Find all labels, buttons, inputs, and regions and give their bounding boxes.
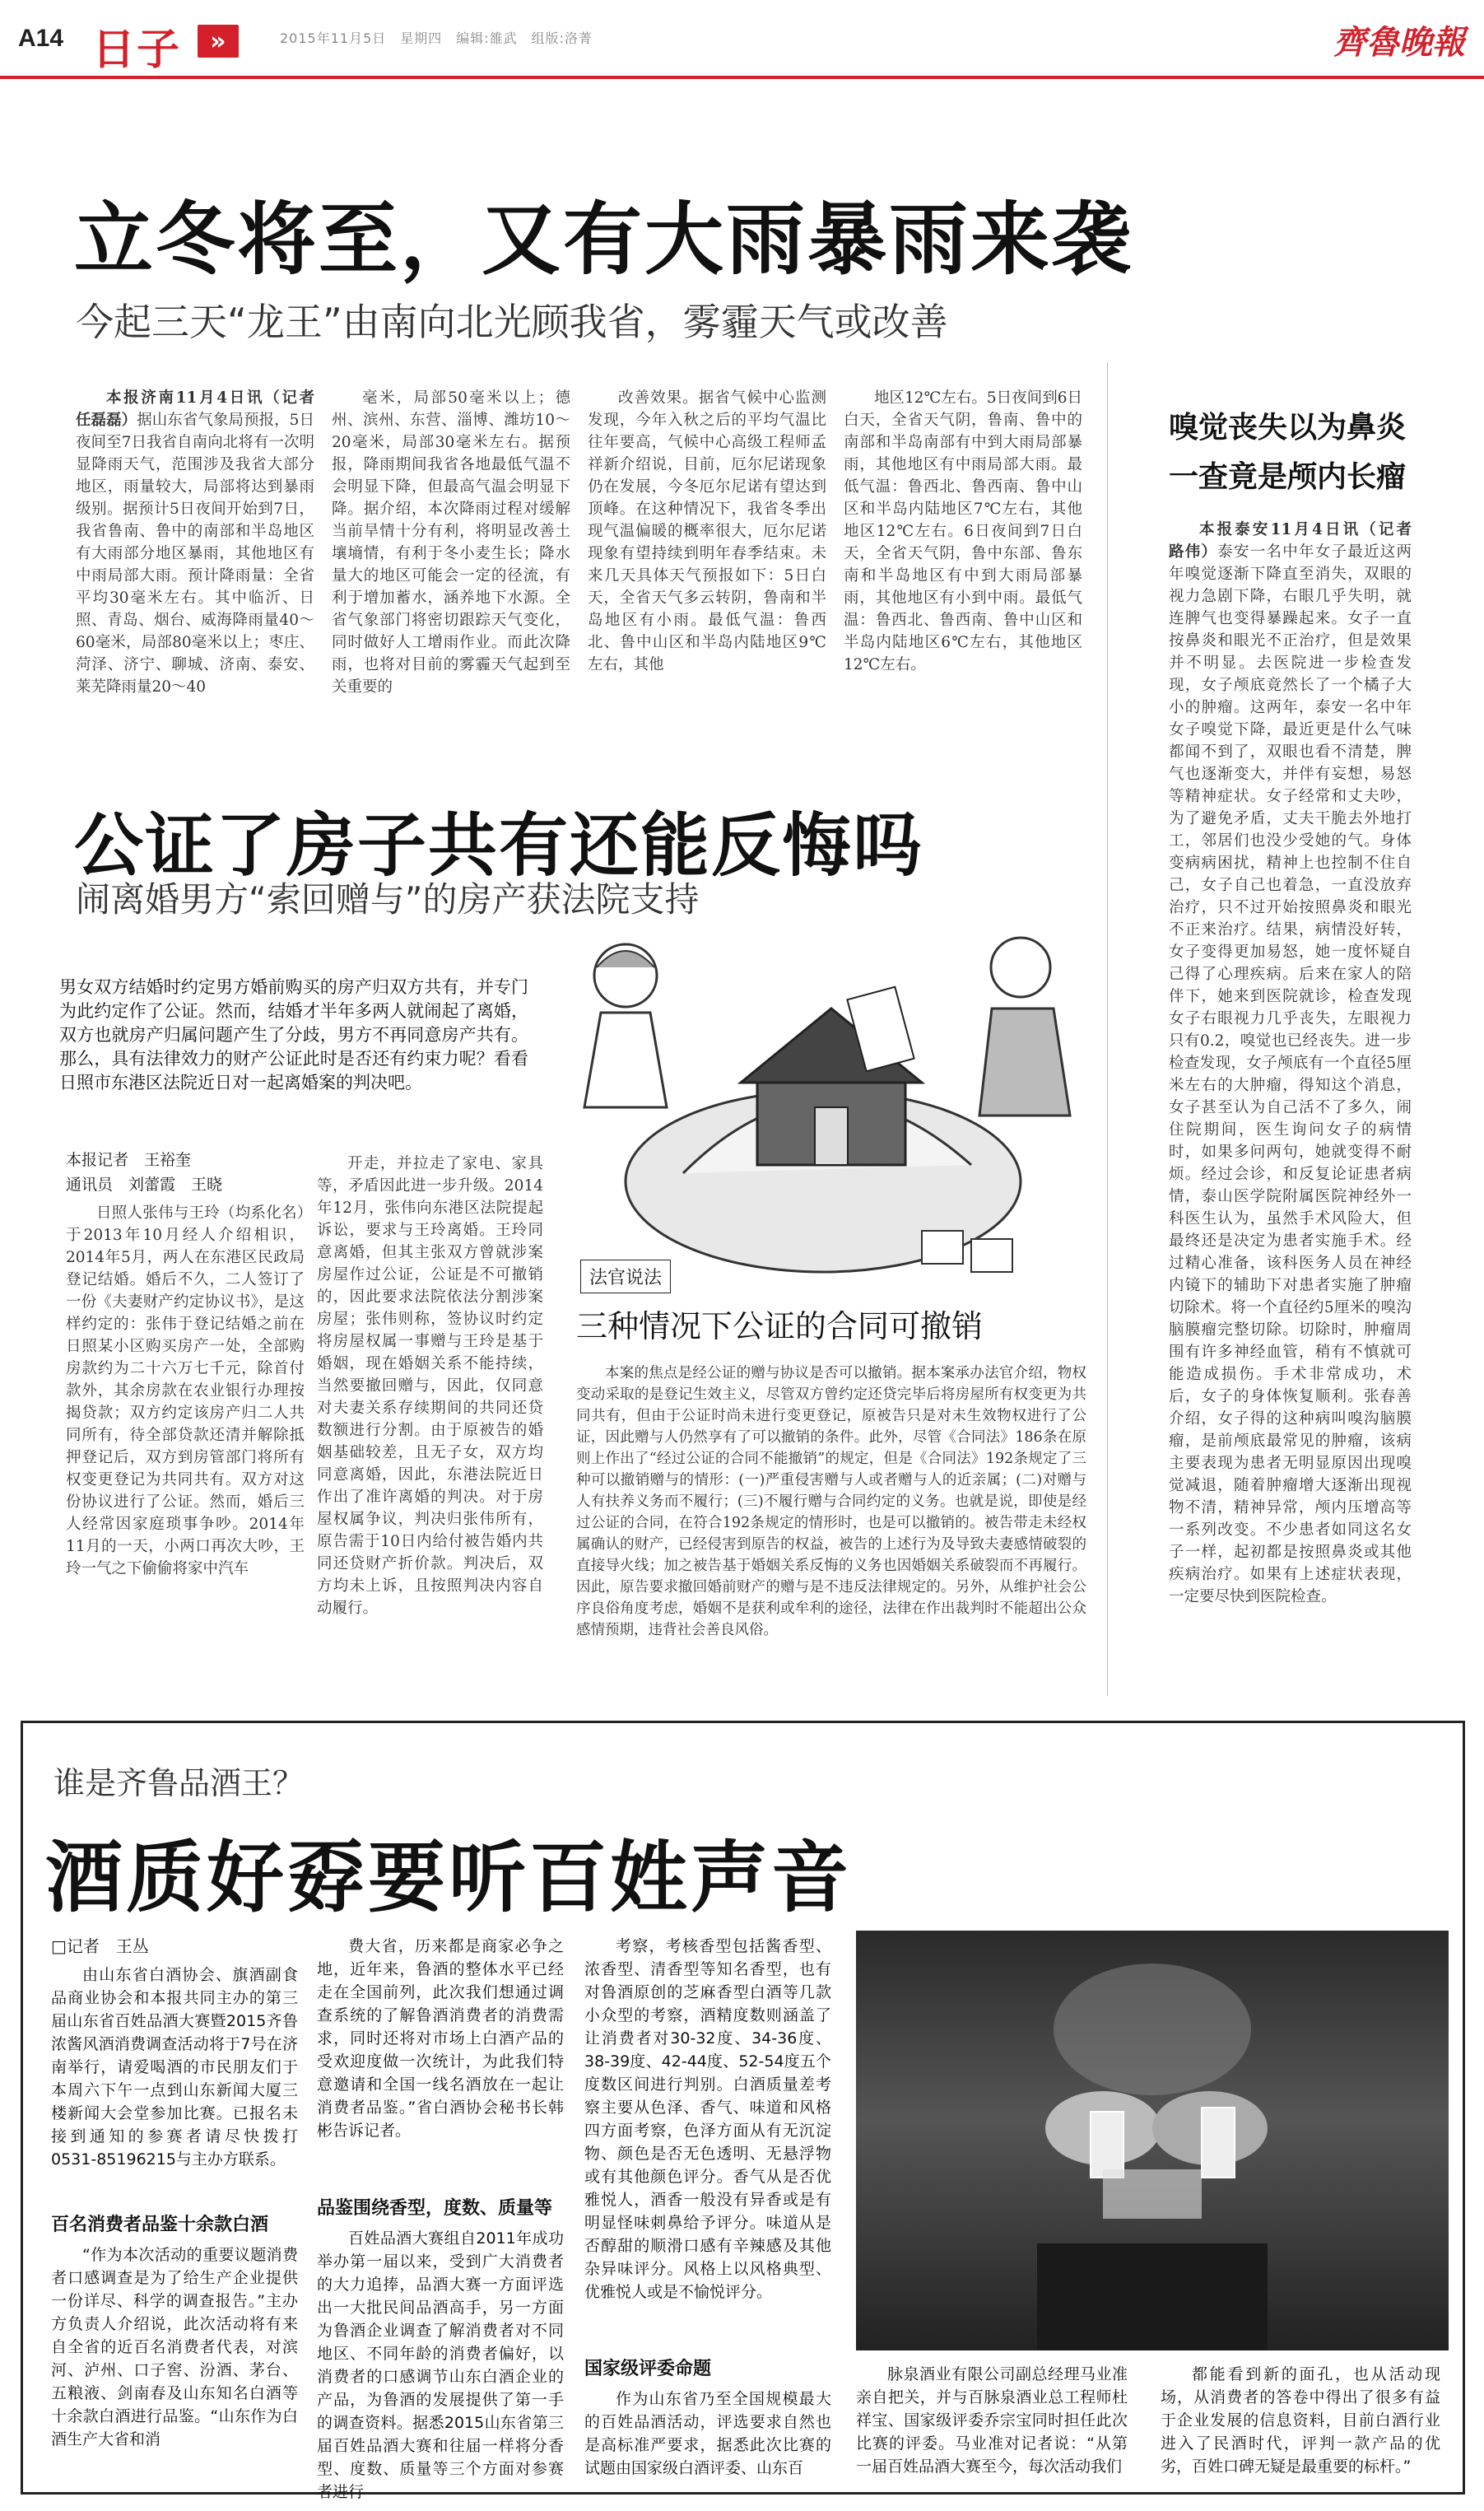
ad-col5: 都能看到新的面孔，也从活动现场，从消费者的答卷中得出了很多有益于企业发展的信息资料，目前白酒行业进入了民酒时代，评判一款产品的优劣，百姓口碑无疑是最重要的标杆。” bbox=[1161, 2365, 1440, 2476]
article1-col1: 本报济南11月4日讯（记者 任磊磊）据山东省气象局预报，5日夜间至7日我省自南向北将有一次明显降雨天气，范围涉及我省大部分地区，雨量较大，局部将达到暴雨级别。据预计5日夜间开始到7日，我省鲁南、鲁中的南部和半岛地区有大雨部分地区暴雨，其他地区有中雨局部大雨。预计降雨量：全省平均30毫米左右。其中临沂、日照、青岛、烟台、威海降雨量40～60毫米，局部80毫米以上；枣庄、菏泽、济宁、聊城、济南、泰安、莱芜降雨量20～40 bbox=[76, 389, 330, 696]
ad-col2: 费大省，历来都是商家必争之地，近年来，鲁酒的整体水平已经走在全国前列，此次我们想通过调查系统的了解鲁酒消费者的消费需求，同时还将对市场上白酒产品的受欢迎度做一次统计，为此我们特意邀请和全国一线名酒放在一起让消费者品鉴。”省白酒协会秘书长韩彬告诉记者。 bbox=[317, 1937, 564, 2140]
sidebar-body: 本报泰安11月4日讯（记者 路伟）泰安一名中年女子最近这两年嗅觉逐渐下降直至消失，双眼的视力急剧下降，右眼几乎失明，就连脾气也变得暴躁起来。女子一直按鼻炎和眼光不正治疗，但是效果并不明显。去医院进一步检查发现，女子颅底竟然长了一个橘子大小的肿瘤。这两年，泰安一名中年女子嗅觉下降，最近更是什么气味都闻不到了，双眼也看不清楚，脾气也逐渐变大，并伴有妄想，易怒等精神症状。女子经常和丈夫吵，为了避免矛盾，丈夫干脆去外地打工，邻居们也没少受她的气。身体变病病困扰，精神上也控制不住自己，女子自己也着急，一直没放弃治疗，只不过开始按照鼻炎和眼光不正来治疗。结果，病情没好转，女子变得更加易怒，她一度怀疑自己得了心理疾病。后来在家人的陪伴下，她来到医院就诊，检查发现女子右眼视力几乎丧失，左眼视力只有0.2，嗅觉也已经丧失。进一步检查发现，女子颅底有一个直径5厘米左右的大肿瘤，得知这个消息，女子甚至认为自己活不了多久，闹住院期间，医生询问女子的病情时，如果多问两句，她就变得不耐烦。经过会诊，和反复论证患者病情，泰山医学院附属医院神经外一科医生认为，虽然手术风险大，但最终还是决定为患者实施手术。经过精心准备，该科医务人员在神经内镜下的辅助下对患者实施了肿瘤切除术。将一个直径约5厘米的嗅沟脑膜瘤完整切除。切除时，肿瘤周围有许多神经血管，稍有不慎就可能造成损伤。手术非常成功，术后，女子的身体恢复顺利。张春善介绍，女子得的这种病叫嗅沟脑膜瘤，是前颅底最常见的肿瘤，该病主要表现为患者无明显原因出现嗅觉减退，随着肿瘤增大逐渐出现视物不清，精神异常，颅内压增高等一系列改变。不少患者如同这名女子一样，起初都是按照鼻炎或其他疾病治疗。如果有上述症状表现，一定要尽快到医院检查。 bbox=[1169, 521, 1427, 1605]
header-rule bbox=[0, 76, 1484, 79]
article1-col3: 改善效果。据省气候中心监测发现，今年入秋之后的平均气温比往年要高，气候中心高级工程师孟祥新介绍说，目前，厄尔尼诺现象仍在发展，今冬厄尔尼诺有望达到顶峰。在这种情况下，我省冬季出现气温偏暖的概率很大，厄尔尼诺现象有望持续到明年春季结束。未来几天具体天气预报如下：5日白天，全省天气多云转阴，鲁南和半岛地区有小雨。最低气温：鲁西北、鲁中山区和半岛内陆地区9℃左右，其他 bbox=[588, 389, 826, 673]
ad-col2b: 百姓品酒大赛组自2011年成功举办第一届以来，受到广大消费者的大力追捧，品酒大赛一方面评选出一大批民间品酒高手，另一方面为鲁酒企业调查了解消费者对不同地区、不同年龄的消费者偏好，以消费者的口感调节山东白酒企业的产品，为鲁酒的发展提供了第一手的调查资料。据悉2015山东省第三届百姓品酒大赛和往届一样将分香型、度数、质量等三个方面对参赛者进行 bbox=[317, 2229, 564, 2501]
sidebar-lead: 本报泰安11月4日讯（记者 路伟） bbox=[1169, 521, 1427, 561]
cartoon-illustration bbox=[560, 934, 1086, 1288]
ad-col1-head: 百名消费者品鉴十余款白酒 bbox=[51, 2215, 269, 2235]
ad-photo bbox=[856, 1931, 1449, 2350]
ad-col3: 考察，考核香型包括酱香型、浓香型、清香型等知名香型，也有对鲁酒原创的芝麻香型白酒等几款小众型的考察，酒精度数则涵盖了让消费者对30-32度、34-36度、38-39度、42-44度、52-54度五个度数区间进行判别。白酒质量差考察主要从色泽、香气、味道和风格四方面考察，色泽方面从有无沉淀物、颜色是否无色透明、无悬浮物或有其他颜色评分。香气从是否优雅悦人，酒香一般没有异香或是有明显怪味刺鼻给予评分。味道从是否醇甜的顺滑口感有辛辣感及其他杂异味评分。风格上以风格典型、优雅悦人或是不愉悦评分。 bbox=[584, 1937, 831, 2301]
article2-byline-reporter: 本报记者 王裕奎 bbox=[66, 1151, 192, 1169]
article2-subtitle: 闹离婚男方“索回赠与”的房产获法院支持 bbox=[76, 879, 700, 920]
ad-byline: □记者 王丛 bbox=[51, 1936, 149, 1956]
sidebar-divider bbox=[1107, 362, 1108, 1696]
law-title: 三种情况下公证的合同可撤销 bbox=[576, 1308, 984, 1344]
page-number: A14 bbox=[18, 25, 64, 52]
article2-lead: 男女双方结婚时约定男方婚前购买的房产归双方共有，并专门为此约定作了公证。然而，结婚才半年多两人就闹起了离婚，双方也就房产归属问题产生了分歧，男方不再同意房产共有。那么，具有法律效力的财产公证此时是否还有约束力呢？看看日照市东港区法院近日对一起离婚案的判决吧。 bbox=[59, 977, 528, 1092]
article1-col4: 地区12℃左右。5日夜间到6日白天，全省天气阴，鲁南、鲁中的南部和半岛南部有中到大雨局部暴雨，其他地区有中雨局部大雨。最低气温：鲁西北、鲁西南、鲁中山区和半岛内陆地区7℃左右，其他地区12℃左右。6日夜间到7日白天，全省天气阴，鲁中东部、鲁东南和半岛地区有中到大雨局部暴雨，其他地区有小到中雨。最低气温：鲁西北、鲁西南、鲁中山区和半岛内陆地区6℃左右，其他地区12℃左右。 bbox=[844, 389, 1082, 673]
law-body: 本案的焦点是经公证的赠与协议是否可以撤销。据本案承办法官介绍，物权变动采取的是登记生效主义，尽管双方曾约定还贷完毕后将房屋所有权变更为共同共有，但由于公证时尚未进行变更登记，原被告只是对未生效物权进行了公证，因此赠与人仍然享有了可以撤销的条件。此外，尽管《合同法》186条在原则上作出了“经过公证的合同不能撤销”的规定，但是《合同法》192条规定了三种可以撤销赠与的情形：(一)严重侵害赠与人或者赠与人的近亲属；(二)对赠与人有扶养义务而不履行；(三)不履行赠与合同约定的义务。也就是说，即使是经过公证的合同，在符合192条规定的情形时，也是可以撤销的。被告带走未经权属确认的财产，已经侵害到原告的权益，被告的上述行为及导致夫妻感情破裂的直接导火线；加之被告基于婚姻关系反悔的义务也因婚姻关系破裂而不再履行。因此，原告要求撤回婚前财产的赠与是不违反法律规定的。另外，从维护社会公序良俗角度考虑，婚姻不是获利或牟利的途径，法律在作出裁判时不能超出公众感情预期，违背社会善良风俗。 bbox=[576, 1365, 1086, 1638]
issue-meta: 2015年11月5日 星期四 编辑:雒武 组版:洛菁 bbox=[280, 30, 593, 46]
sidebar-title-line1: 嗅觉丧失以为鼻炎 bbox=[1169, 411, 1407, 445]
ad-title: 酒质好孬要听百姓声音 bbox=[45, 1833, 853, 1923]
article2-col1: 日照人张伟与王玲（均系化名）于2013年10月经人介绍相识，2014年5月，两人在东港区民政局登记结婚。婚后不久，二人签订了一份《夫妻财产约定协议书》，是这样约定的：张伟于登记结婚之前在日照某小区购买房产一处，全部购房款约为二十六万七千元，除首付款外，其余房款在农业银行办理按揭贷款；双方约定该房产归二人共同所有，待全部贷款还清并解除抵押登记后，双方到房管部门将所有权变更登记为共同共有。双方对这份协议进行了公证。然而，婚后三人经常因家庭琐事争吵。2014年11月的一天，小两口再次大吵，王玲一气之下偷偷将家中汽车 bbox=[66, 1204, 305, 1577]
ad-col3-head: 国家级评委命题 bbox=[584, 2359, 712, 2379]
ad-col1b: “作为本次活动的重要议题消费者口感调查是为了给生产企业提供一份详尽、科学的调查报告。”主办方负责人介绍说，此次活动将有来自全省的近百名消费者代表，对滨河、泸州、口子窖、汾酒、茅台、五粮液、剑南春及山东知名白酒等十余款白酒进行品鉴。“山东作为白酒生产大省和消 bbox=[51, 2246, 298, 2448]
article1-subtitle: 今起三天“龙王”由南向北光顾我省，雾霾天气或改善 bbox=[76, 300, 948, 344]
article1-lead: 本报济南11月4日讯（记者 任磊磊） bbox=[76, 389, 330, 429]
section-arrow-icon: » bbox=[198, 25, 239, 58]
section-title: 日子 bbox=[92, 26, 182, 75]
article1-title: 立冬将至，又有大雨暴雨来袭 bbox=[74, 193, 1133, 286]
ad-col3b: 作为山东省乃至全国规模最大的百姓品酒活动，评选要求自然也是高标准严要求，据悉此次比赛的试题由国家级白酒评委、山东百 bbox=[584, 2390, 831, 2477]
ad-col2-head: 品鉴围绕香型，度数、质量等 bbox=[317, 2198, 553, 2219]
article2-col2: 开走，并拉走了家电、家具等，矛盾因此进一步升级。2014年12月，张伟向东港区法院提起诉讼，要求与王玲离婚。王玲同意离婚，但其主张双方曾就涉案房屋作过公证，公证是不可撤销的，因此要求法院依法分割涉案房屋；张伟则称，签协议时约定将房屋权属一事赠与王玲是基于婚姻，现在婚姻关系不能持续，当然要撤回赠与，因此，仅同意对夫妻关系存续期间的共同还贷数额进行分割。由于原被告的婚姻基础较差，且无子女，双方均同意离婚，因此，东港法院近日作出了准许离婚的判决。对于房屋权属争议，判决归张伟所有，原告需于10日内给付被告婚内共同还贷财产折价款。判决后，双方均未上诉，且按照判决内容自动履行。 bbox=[317, 1155, 543, 1617]
ad-kicker: 谁是齐鲁品酒王？ bbox=[53, 1765, 305, 1801]
ad-col1: 由山东省白酒协会、旗酒副食品商业协会和本报共同主办的第三届山东省百姓品酒大赛暨2015齐鲁浓酱风酒消费调查活动将于7号在济南举行，请爱喝酒的市民朋友们于本周六下午一点到山东新闻大厦三楼新闻大会堂参加比赛。已报名未接到通知的参赛者请尽快拨打0531-85196215与主办方联系。 bbox=[51, 1966, 298, 2169]
sidebar-title-line2: 一查竟是颅内长瘤 bbox=[1169, 460, 1407, 494]
ad-col4: 脉泉酒业有限公司副总经理马业准亲自把关，并与百脉泉酒业总工程师杜祥宝、国家级评委乔宗宝同时担任此次比赛的评委。马业准对记者说：“从第一届百姓品酒大赛至今，每次活动我们 bbox=[856, 2365, 1128, 2476]
law-tag: 法官说法 bbox=[580, 1260, 671, 1293]
article1-col2: 毫米，局部50毫米以上；德州、滨州、东营、淄博、潍坊10～20毫米，局部30毫米左右。据预报，降雨期间我省各地最低气温不会明显下降，但最高气温会明显下降。据介绍，本次降雨过程对缓解当前旱情十分有利，将明显改善土壤墒情，有利于冬小麦生长；降水量大的地区可能会一定的径流，有利于增加蓄水，涵养地下水源。全省气象部门将密切跟踪天气变化，同时做好人工增雨作业。而此次降雨，也将对目前的雾霾天气起到至关重要的 bbox=[332, 389, 570, 696]
newspaper-logo: 齊魯晚報 bbox=[1333, 23, 1465, 62]
article2-title: 公证了房子共有还能反悔吗 bbox=[74, 805, 924, 886]
article2-byline-correspondent: 通讯员 刘蕾霞 王晓 bbox=[66, 1176, 223, 1194]
